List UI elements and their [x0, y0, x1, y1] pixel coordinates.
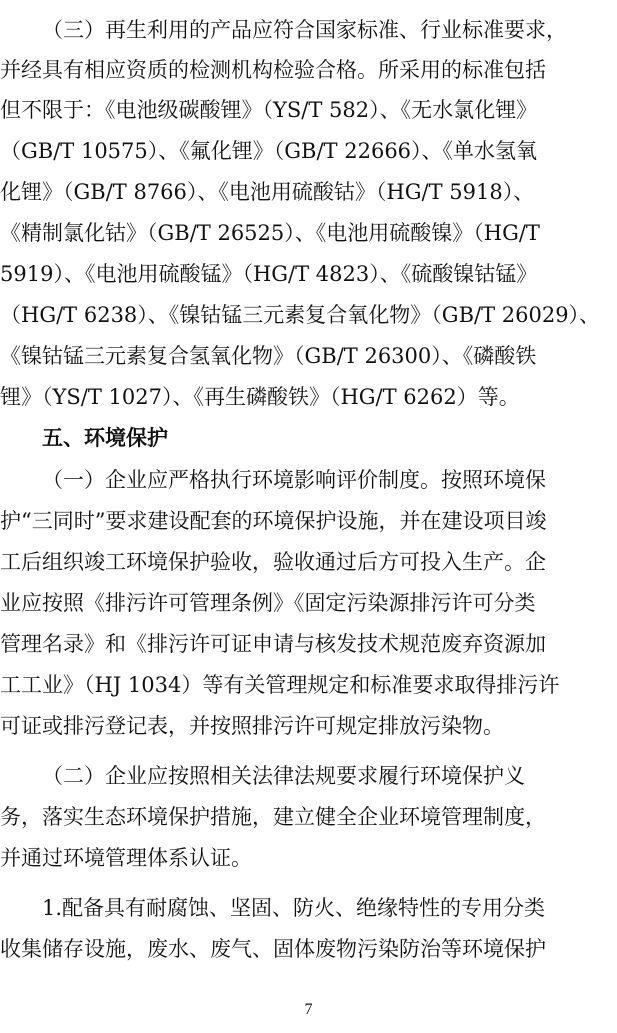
line-text: 工后组织竣工环境保护验收，验收通过后方可投入生产。企 — [0, 550, 546, 574]
line-text: 业应按照《排污许可管理条例》《固定污染源排污许可分类 — [0, 591, 536, 615]
text-line — [0, 295, 617, 335]
text-line — [0, 254, 617, 294]
page-number: 7 — [304, 1001, 313, 1018]
line-text: 《镍钴锰三元素复合氢氧化物》（GB/T 26300）、《磷酸铁 — [0, 344, 537, 368]
text-line — [0, 797, 617, 837]
line-text: （一）企业应严格执行环境影响评价制度。按照环境保 — [42, 468, 546, 492]
text-line — [0, 90, 617, 130]
text-line — [0, 665, 617, 705]
line-text: 管理名录》和《排污许可证申请与核发技术规范废弃资源加 — [0, 632, 546, 656]
line-text: 1.配备具有耐腐蚀、坚固、防火、绝缘特性的专用分类 — [42, 896, 546, 920]
text-line — [0, 377, 617, 417]
section-heading-text: 五、环境保护 — [42, 425, 168, 450]
text-line — [0, 50, 617, 90]
text-line — [0, 542, 617, 582]
text-line — [0, 756, 617, 796]
text-line — [0, 706, 617, 746]
line-text: 工工业》（HJ 1034）等有关管理规定和标准要求取得排污许 — [0, 673, 560, 697]
text-line — [0, 460, 617, 500]
text-line — [0, 10, 617, 50]
line-text: 护“三同时”要求建设配套的环境保护设施，并在建设项目竣 — [0, 509, 547, 533]
text-line — [0, 929, 617, 969]
line-text: （GB/T 10575）、《氟化锂》（GB/T 22666）、《单水氢氧 — [0, 139, 538, 163]
section-heading — [0, 418, 617, 458]
text-line — [0, 131, 617, 171]
line-text: 并通过环境管理体系认证。 — [0, 846, 252, 870]
text-line — [0, 888, 617, 928]
text-line — [0, 501, 617, 541]
line-text: 5919）、《电池用硫酸锰》（HG/T 4823）、《硫酸镍钴锰》 — [0, 262, 538, 286]
line-text: 但不限于：《电池级碳酸锂》（YS/T 582）、《无水氯化锂》 — [0, 98, 538, 122]
line-text: （二）企业应按照相关法律法规要求履行环境保护义 — [42, 764, 525, 788]
line-text: 务，落实生态环境保护措施，建立健全企业环境管理制度， — [0, 805, 546, 829]
line-text: 化锂》（GB/T 8766）、《电池用硫酸钴》（HG/T 5918）、 — [0, 180, 535, 204]
text-line — [0, 583, 617, 623]
line-text: （HG/T 6238）、《镍钴锰三元素复合氧化物》（GB/T 26029）、 — [0, 303, 601, 327]
text-line — [0, 213, 617, 253]
text-line — [0, 336, 617, 376]
text-line — [0, 624, 617, 664]
line-text: 《精制氯化钴》（GB/T 26525）、《电池用硫酸镍》（HG/T — [0, 221, 540, 245]
line-text: （三）再生利用的产品应符合国家标准、行业标准要求， — [42, 18, 567, 42]
text-line — [0, 838, 617, 878]
line-text: 可证或排污登记表，并按照排污许可规定排放污染物。 — [0, 714, 504, 738]
line-text: 并经具有相应资质的检测机构检验合格。所采用的标准包括 — [0, 58, 546, 82]
line-text: 锂》（YS/T 1027）、《再生磷酸铁》（HG/T 6262）等。 — [0, 385, 520, 409]
line-text: 收集储存设施，废水、废气、固体废物污染防治等环境保护 — [0, 937, 546, 961]
text-line — [0, 172, 617, 212]
